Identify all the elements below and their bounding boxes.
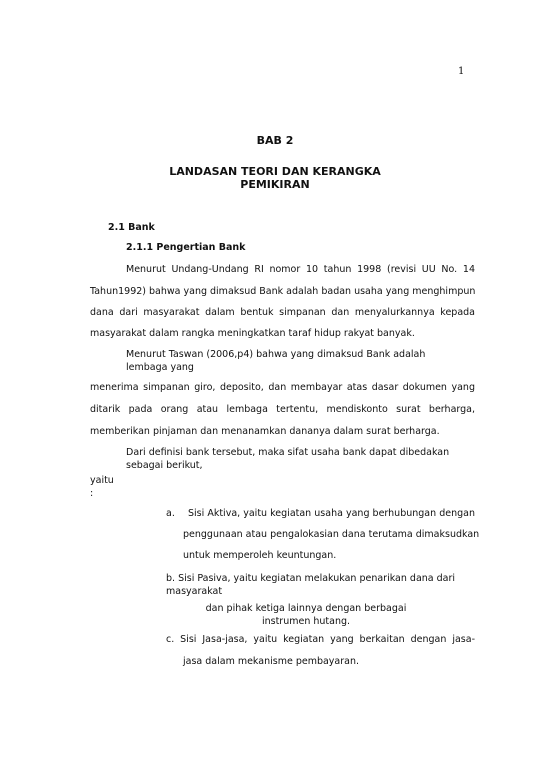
- chapter-heading: BAB 2: [256, 134, 294, 147]
- paragraph-line: Tahun1992) bahwa yang dimaksud Bank adalah badan usaha yang menghimpun: [90, 286, 476, 297]
- section-heading: 2.1 Bank: [108, 222, 155, 233]
- paragraph-line: menerima simpanan giro, deposito, dan membayar atas dasar dokumen yang: [90, 382, 475, 393]
- list-item-c-line: c. Sisi Jasa-jasa, yaitu kegiatan yang berkaitan dengan jasa-: [166, 634, 475, 645]
- list-item-b-continuation: dan pihak ketiga lainnya dengan berbagai instrumen hutang.: [205, 603, 407, 627]
- paragraph-line: Menurut Undang-Undang RI nomor 10 tahun 1998 (revisi UU No. 14: [126, 264, 475, 275]
- paragraph-line: memberikan pinjaman dan menanamkan dananya dalam surat berharga.: [90, 426, 440, 437]
- page-number: 1: [458, 66, 465, 77]
- chapter-title-line1: LANDASAN TEORI DAN KERANGKA: [169, 165, 381, 178]
- subsection-heading: 2.1.1 Pengertian Bank: [126, 242, 246, 253]
- chapter-title-line2: PEMIKIRAN: [240, 178, 310, 191]
- paragraph-line: dana dari masyarakat dalam bentuk simpanan dan menyalurkannya kepada: [90, 307, 475, 318]
- list-item-a-line: Sisi Aktiva, yaitu kegiatan usaha yang berhubungan dengan: [188, 508, 475, 519]
- paragraph-lead: Menurut Taswan (2006,p4) bahwa yang dimaksud Bank adalah lembaga yang: [126, 349, 426, 373]
- list-item-b: b. Sisi Pasiva, yaitu kegiatan melakukan penarikan dana dari masyarakat: [166, 573, 456, 597]
- list-item-c-line: jasa dalam mekanisme pembayaran.: [183, 656, 360, 667]
- paragraph-line: ditarik pada orang atau lembaga tertentu, mendiskonto surat berharga,: [90, 404, 475, 415]
- list-item-a-line: untuk memperoleh keuntungan.: [183, 550, 337, 561]
- paragraph-line: masyarakat dalam rangka meningkatkan taraf hidup rakyat banyak.: [90, 328, 415, 339]
- paragraph-tail: yaitu :: [90, 475, 114, 499]
- paragraph-lead: Dari definisi bank tersebut, maka sifat usaha bank dapat dibedakan sebagai berikut,: [126, 447, 450, 471]
- list-marker-a: a.: [166, 508, 175, 519]
- list-item-a-line: penggunaan atau pengalokasian dana terutama dimaksudkan: [183, 529, 480, 540]
